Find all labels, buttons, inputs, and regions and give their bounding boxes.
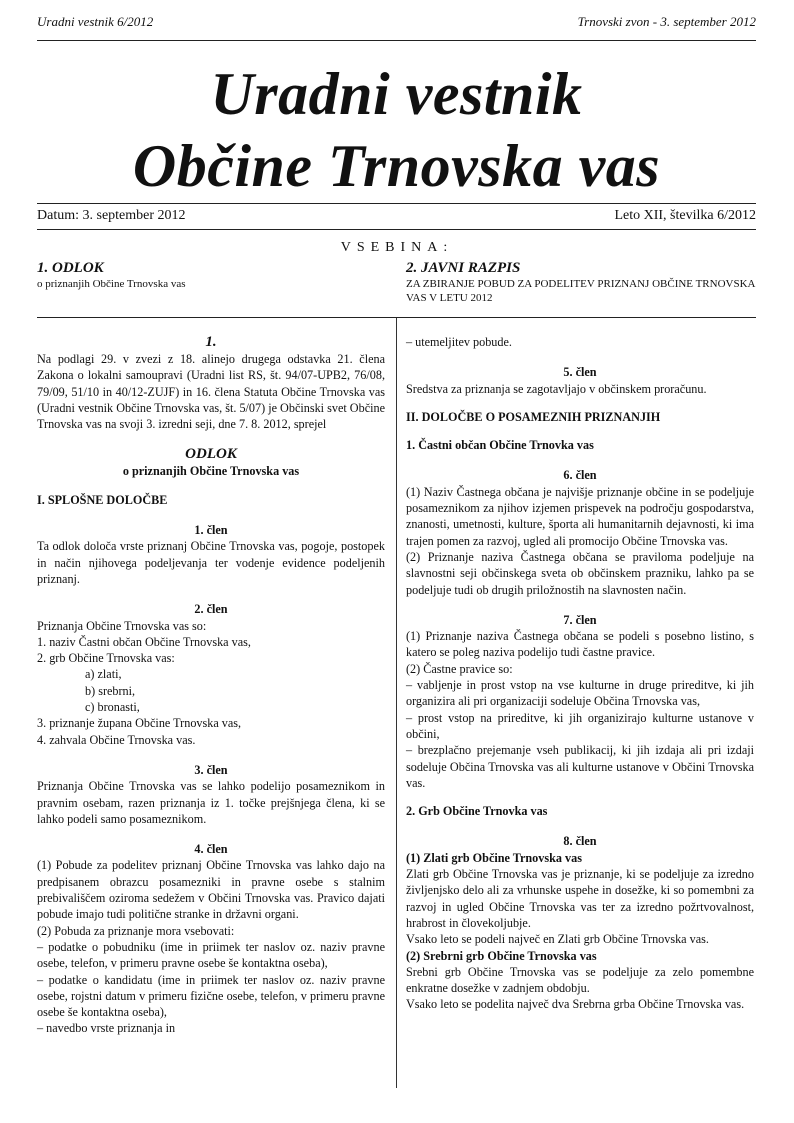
clause-heading: 5. člen — [563, 365, 597, 380]
paragraph: – prost vstop na prireditve, ki jih organizirajo kulturne ustanove v občini, — [406, 710, 754, 741]
section-heading: 2. Grb Občine Trnovka vas — [406, 804, 548, 819]
paragraph: (2) Častne pravice so: — [406, 661, 513, 676]
paragraph: 1. naziv Častni občan Občine Trnovska vas, — [37, 634, 251, 649]
article-heading: ODLOK — [185, 446, 237, 463]
left-column — [37, 334, 385, 1037]
paragraph: Priznanja Občine Trnovska vas so: — [37, 618, 207, 633]
subsection-heading: (2) Srebrni grb Občine Trnovska vas — [406, 948, 597, 963]
paragraph: Zlati grb Občine Trnovska vas je priznanje, ki se podeljuje za izredno življenjsko delo ali za vrhunske uspehe in dosežke, ki so pomembni za razvoj in ugled Občine Trnovska vas ter za izredno požrtvovalnost, hrabrost in človekoljubje. — [406, 867, 754, 930]
clause-heading: 4. člen — [194, 842, 228, 857]
paragraph: (2) Priznanje naziva Častnega občana se praviloma podeljuje na slavnostni seji občinskega sveta ob občinskem prazniku, lahko pa se podeljuje tudi ob drugih priložnostih na slavnosten način. — [406, 549, 754, 597]
paragraph: Ta odlok določa vrste priznanj Občine Trnovska vas, pogoje, postopek in način njihovega podeljevanja ter vodenje evidence podeljenih priznanj. — [37, 539, 385, 586]
paragraph: Priznanja Občine Trnovska vas se lahko podelijo posameznikom in pravnim osebam, razen priznanja iz 1. točke prejšnjega člena, ki se lahko podeli samo posameznikom. — [37, 779, 385, 826]
clause-heading: 1. člen — [194, 523, 228, 538]
toc-heading: VSEBINA: — [340, 240, 454, 255]
paragraph: (1) Priznanje naziva Častnega občana se podeli s posebno listino, s katero se poleg naziva podelijo tudi častne pravice. — [406, 629, 754, 660]
paragraph: Sredstva za priznanja se zagotavljajo v občinskem proračunu. — [406, 381, 707, 396]
toc-item-title: 2. JAVNI RAZPIS — [406, 260, 521, 276]
paragraph: Vsako leto se podelita največ dva Srebrna grba Občine Trnovska vas. — [406, 997, 745, 1012]
paragraph: – podatke o pobudniku (ime in priimek ter naslov oz. naziv pravne osebe, telefon, v primeru pravne osebe še kontaktna oseba), — [37, 939, 385, 971]
clause-heading: 2. člen — [194, 602, 228, 617]
clause-heading: 8. člen — [563, 834, 597, 849]
paragraph: 4. zahvala Občine Trnovska vas. — [37, 732, 196, 747]
toc-item-subtitle: o priznanjih Občine Trnovska vas — [37, 278, 186, 290]
list-subitem: b) srebrni, — [85, 683, 136, 698]
section-heading: 1. Častni občan Občine Trnovka vas — [406, 438, 594, 453]
section-heading: II. DOLOČBE O POSAMEZNIH PRIZNANJIH — [406, 409, 661, 424]
article-subheading: o priznanjih Občine Trnovska vas — [122, 464, 300, 479]
running-header-left: Uradni vestnik 6/2012 — [37, 14, 154, 29]
paragraph: Vsako leto se podeli največ en Zlati grb Občine Trnovska vas. — [406, 932, 709, 947]
header-rule — [37, 40, 756, 41]
masthead-rule — [37, 203, 756, 204]
paragraph: – podatke o kandidatu (ime in priimek ter naslov oz. naziv pravne osebe, rojstni datum v primeru fizične osebe, telefon, v primeru pravne osebe še kontaktna oseba), — [37, 972, 385, 1020]
toc-item-1 — [37, 260, 377, 291]
paragraph: – navedbo vrste priznanja in — [37, 1021, 176, 1036]
issue-date: Datum: 3. september 2012 — [37, 208, 186, 223]
list-subitem: c) bronasti, — [85, 700, 140, 715]
paragraph: Srebni grb Občine Trnovska vas se podeljuje za zelo pomembne enkratne dosežke v zadnjem obdobju. — [406, 964, 754, 996]
paragraph: – utemeljitev pobude. — [406, 335, 512, 349]
paragraph: Na podlagi 29. v zvezi z 18. alinejo drugega odstavka 21. člena Zakona o lokalni samoupravi (Uradni list RS, št. 94/07-UPB2, 76/08, 79/09, 51/10 in 40/12-ZUJF) in 16. člena Statuta Občine Trnovska vas (Uradni vestnik Občine Trnovska vas, št. 5/07) je Občinski svet Občine Trnovska vas na svoji 3. izredni seji, dne 7. 8. 2012, sprejel — [37, 352, 385, 432]
section-heading: I. SPLOŠNE DOLOČBE — [37, 492, 168, 507]
toc-item-2 — [406, 260, 756, 305]
clause-heading: 7. člen — [563, 612, 597, 627]
right-column — [406, 334, 754, 1013]
paragraph: 3. priznanje župana Občine Trnovska vas, — [37, 716, 242, 731]
paragraph: (1) Naziv Častnega občana je najvišje priznanje občine in se podeljuje posameznikom za njihov izjemen prispevek na področju gospodarstva, znanosti, umetnosti, kulture, športa ali humanitarnih dejavnosti, ki ima trajen pomen za razvoj, ugled ali promocijo Občine Trnovska vas. — [406, 484, 754, 548]
list-subitem: a) zlati, — [85, 667, 122, 682]
toc-item-title: 1. ODLOK — [37, 260, 104, 276]
issue-number: Leto XII, številka 6/2012 — [614, 208, 756, 223]
dateline-rule — [37, 229, 756, 230]
paragraph: – vabljenje in prost vstop na vse kulturne in druge prireditve, ki jih organizira ali pri organizaciji sodeluje Občina Trnovska vas, — [406, 678, 754, 709]
paragraph: (1) Pobude za podelitev priznanj Občine Trnovska vas lahko dajo na predpisanem obrazcu posamezniki in pravne osebe s stalnim prebivališčem oziroma sedežem v Občini Trnovska vas. Pravico dajati pobude imajo tudi politične stranke in državni organi. — [37, 858, 385, 922]
toc-item-subtitle: ZA ZBIRANJE POBUD ZA PODELITEV PRIZNANJ OBČINE TRNOVSKA VAS V LETU 2012 — [406, 278, 755, 304]
subsection-heading: (1) Zlati grb Občine Trnovska vas — [406, 850, 582, 865]
running-header-right: Trnovski zvon - 3. september 2012 — [577, 14, 756, 29]
clause-heading: 3. člen — [194, 762, 228, 777]
paragraph: 2. grb Občine Trnovska vas: — [37, 651, 175, 666]
clause-heading: 6. člen — [563, 468, 597, 483]
masthead-title-line1: Uradni vestnik — [210, 61, 583, 127]
paragraph: – brezplačno prejemanje vseh publikacij, ki jih izdaja ali pri izdaji sodeluje Občina Trnovska vas ali kulturne ustanove v Občini Trnovska vas. — [406, 743, 754, 790]
column-divider — [396, 318, 397, 1088]
paragraph: (2) Pobuda za priznanje mora vsebovati: — [37, 923, 235, 938]
article-heading: 1. — [205, 334, 217, 350]
masthead-title-line2: Občine Trnovska vas — [132, 133, 661, 199]
